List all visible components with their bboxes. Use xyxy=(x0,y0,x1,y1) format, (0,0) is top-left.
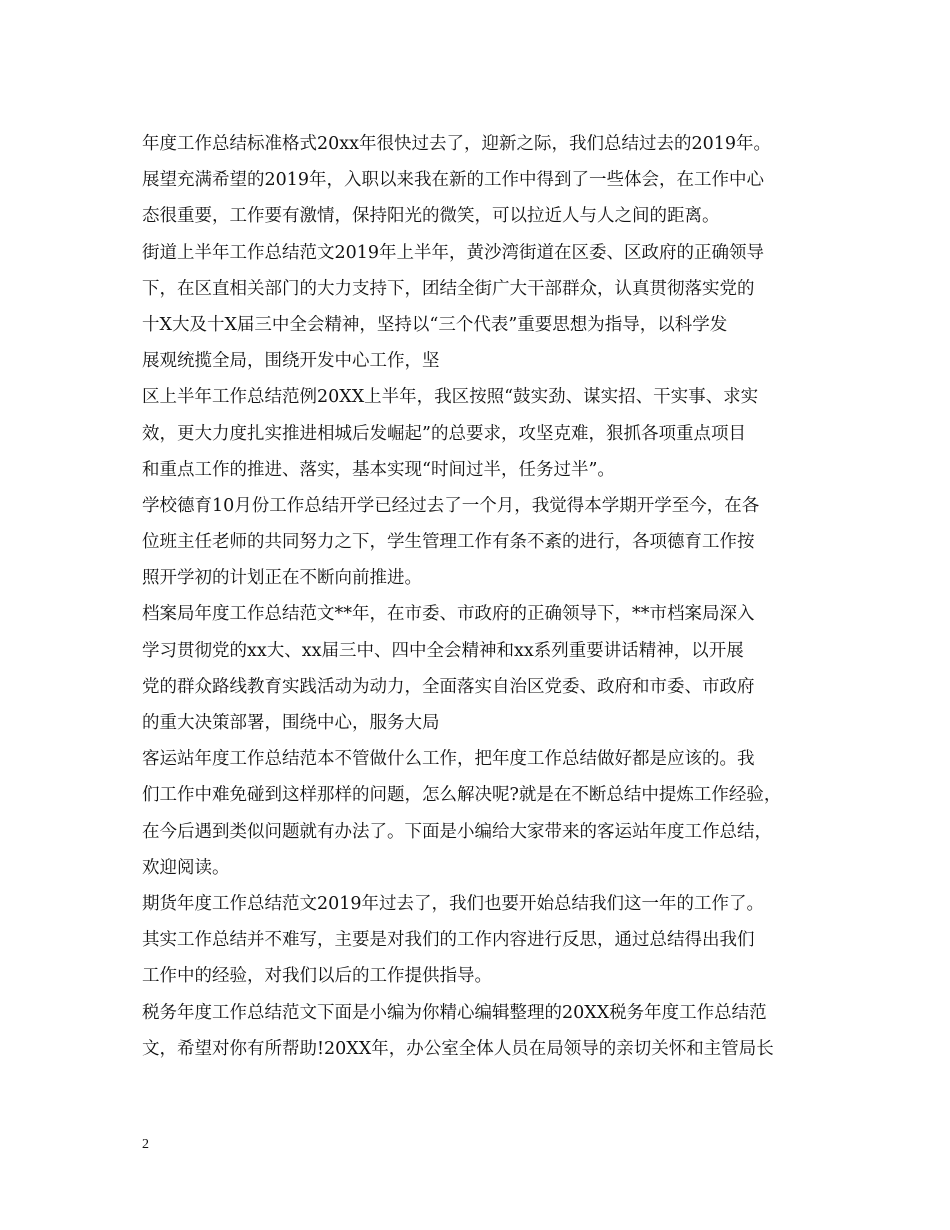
text-line: 位班主任老师的共同努力之下，学生管理工作有条不紊的进行，各项德育工作按 xyxy=(142,532,755,553)
text-line: 展观统揽全局，围绕开发中心工作，坚 xyxy=(142,351,440,372)
text-line: 下，在区直相关部门的大力支持下，团结全街广大干部群众，认真贯彻落实党的 xyxy=(142,278,755,299)
text-line: 在今后遇到类似问题就有办法了。下面是小编给大家带来的客运站年度工作总结， xyxy=(142,821,772,842)
text-line: 学习贯彻党的xx大、xx届三中、四中全会精神和xx系列重要讲话精神，以开展 xyxy=(142,640,744,661)
text-line: 展望充满希望的2019年，入职以来我在新的工作中得到了一些体会，在工作中心 xyxy=(142,170,765,191)
text-line: 其实工作总结并不难写，主要是对我们的工作内容进行反思，通过总结得出我们 xyxy=(142,930,755,951)
text-line: 街道上半年工作总结范文2019年上半年，黄沙湾街道在区委、区政府的正确领导 xyxy=(142,242,765,263)
text-line: 十X大及十X届三中全会精神，坚持以“三个代表”重要思想为指导，以科学发 xyxy=(142,314,728,335)
text-line: 党的群众路线教育实践活动为动力，全面落实自治区党委、政府和市委、市政府 xyxy=(142,676,755,697)
text-line: 工作中的经验，对我们以后的工作提供指导。 xyxy=(142,966,492,987)
page-number: 2 xyxy=(142,1137,149,1152)
text-line: 态很重要，工作要有激情，保持阳光的微笑，可以拉近人与人之间的距离。 xyxy=(142,206,720,227)
text-line: 文，希望对你有所帮助!20XX年，办公室全体人员在局领导的亲切关怀和主管局长 xyxy=(142,1038,774,1059)
text-line: 区上半年工作总结范例20XX上半年，我区按照“鼓实劲、谋实招、干实事、求实 xyxy=(142,387,759,408)
text-line: 照开学初的计划正在不断向前推进。 xyxy=(142,568,422,589)
text-line: 欢迎阅读。 xyxy=(142,857,230,878)
text-line: 期货年度工作总结范文2019年过去了，我们也要开始总结我们这一年的工作了。 xyxy=(142,893,765,914)
text-line: 档案局年度工作总结范文**年，在市委、市政府的正确领导下，**市档案局深入 xyxy=(142,604,755,625)
text-line: 效，更大力度扎实推进相城后发崛起”的总要求，攻坚克难，狠抓各项重点项目 xyxy=(142,423,746,444)
text-line: 们工作中难免碰到这样那样的问题，怎么解决呢?就是在不断总结中提炼工作经验， xyxy=(142,785,782,806)
text-line: 客运站年度工作总结范本不管做什么工作，把年度工作总结做好都是应该的。我 xyxy=(142,749,755,770)
text-line: 学校德育10月份工作总结开学已经过去了一个月，我觉得本学期开学至今，在各 xyxy=(142,495,760,516)
text-line: 年度工作总结标准格式20xx年很快过去了，迎新之际，我们总结过去的2019年。 xyxy=(142,134,772,154)
text-line: 和重点工作的推进、落实，基本实现“时间过半，任务过半”。 xyxy=(142,459,615,480)
document-body xyxy=(142,126,832,1067)
text-line: 税务年度工作总结范文下面是小编为你精心编辑整理的20XX税务年度工作总结范 xyxy=(142,1002,767,1023)
text-line: 的重大决策部署，围绕中心，服务大局 xyxy=(142,713,440,733)
